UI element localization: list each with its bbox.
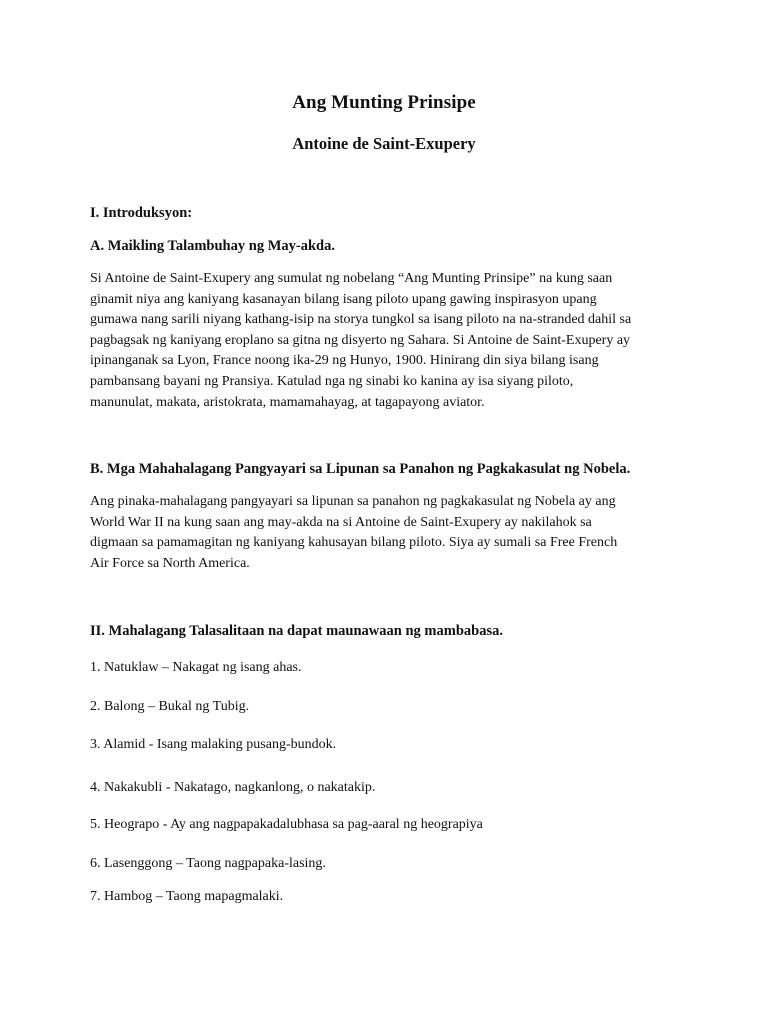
paragraph-line: World War II na kung saan ang may-akda na si Antoine de Saint-Exupery ay nakilahok sa <box>90 514 592 530</box>
vocabulary-item: 7. Hambog – Taong mapagmalaki. <box>90 889 284 904</box>
vocabulary-item: 1. Natuklaw – Nakagat ng isang ahas. <box>90 660 302 675</box>
document-title: Ang Munting Prinsipe <box>292 92 476 113</box>
paragraph-line: pagbagsak ng kaniyang eroplano sa gitna ng disyerto ng Sahara. Si Antoine de Saint-Exupery ay <box>90 332 631 348</box>
section-heading-introduksyon: I. Introduksyon: <box>90 205 193 221</box>
vocabulary-item: 4. Nakakubli - Nakatago, nagkanlong, o nakatakip. <box>90 780 376 795</box>
vocabulary-item: 2. Balong – Bukal ng Tubig. <box>90 699 250 714</box>
paragraph-pangyayari <box>90 492 690 574</box>
subsection-heading-talambuhay: A. Maikling Talambuhay ng May-akda. <box>90 238 335 254</box>
paragraph-line: digmaan sa pamamagitan ng kaniyang kahusayan bilang piloto. Siya ay sumali sa Free French <box>90 535 618 551</box>
paragraph-line: ipinanganak sa Lyon, France noong ika-29 ng Hunyo, 1900. Hinirang din siya bilang isang <box>90 353 599 369</box>
paragraph-line: pambansang bayani ng Pransiya. Katulad nga ng sinabi ko kanina ay isa siyang piloto, <box>90 373 574 389</box>
paragraph-line: manunulat, makata, aristokrata, mamamahayag, at tagapayong aviator. <box>90 394 485 410</box>
paragraph-line: Si Antoine de Saint-Exupery ang sumulat ng nobelang “Ang Munting Prinsipe” na kung saan <box>90 271 613 286</box>
paragraph-line: ginamit niya ang kaniyang kasanayan bilang isang piloto upang gawing inspirasyon upang <box>90 291 597 307</box>
section-heading-talasalitaan: II. Mahalagang Talasalitaan na dapat maunawaan ng mambabasa. <box>90 623 503 639</box>
paragraph-line: Air Force sa North America. <box>90 555 250 571</box>
document-author: Antoine de Saint-Exupery <box>292 134 476 153</box>
vocabulary-item: 5. Heograpo - Ay ang nagpapakadalubhasa sa pag-aaral ng heograpiya <box>90 817 483 832</box>
paragraph-talambuhay <box>90 269 690 413</box>
paragraph-line: Ang pinaka-mahalagang pangyayari sa lipunan sa panahon ng pagkakasulat ng Nobela ay ang <box>90 494 616 509</box>
paragraph-line: gumawa nang sarili niyang kathang-isip na storya tungkol sa isang piloto na na-stranded dahil sa <box>90 312 632 328</box>
vocabulary-item: 3. Alamid - Isang malaking pusang-bundok. <box>90 737 337 752</box>
subsection-heading-pangyayari: B. Mga Mahahalagang Pangyayari sa Lipunan sa Panahon ng Pagkakasulat ng Nobela. <box>90 461 631 477</box>
vocabulary-item: 6. Lasenggong – Taong nagpapaka-lasing. <box>90 856 326 871</box>
